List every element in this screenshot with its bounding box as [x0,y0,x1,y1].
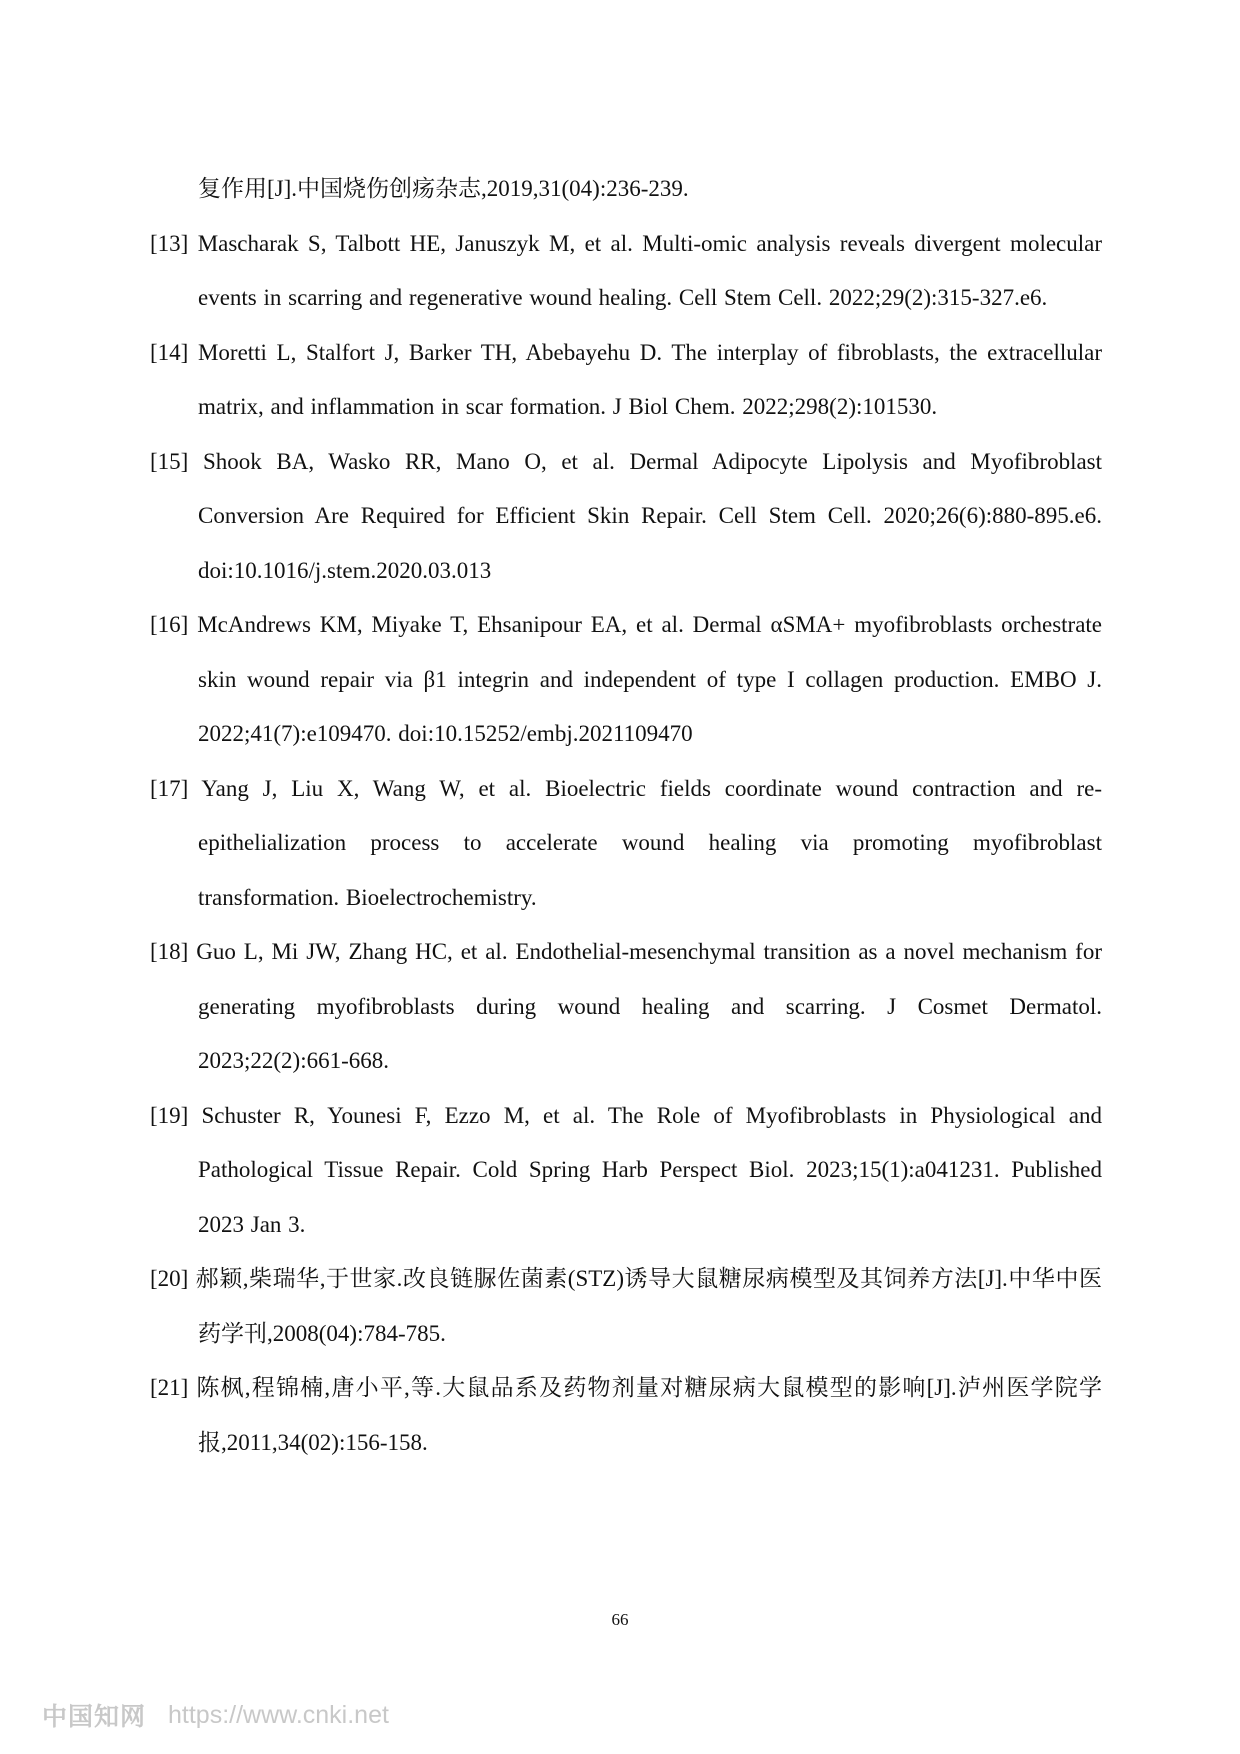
reference-text: Yang J, Liu X, Wang W, et al. Bioelectric fields coordinate wound contraction and re-epithelialization process to accelerate wound healing via promoting myofibroblast transformation. Bioelectrochemistry. [198,775,1102,910]
reference-number: [17] [150,775,189,801]
cnki-watermark [42,1697,389,1733]
reference-text: 陈枫,程锦楠,唐小平,等.大鼠品系及药物剂量对糖尿病大鼠模型的影响[J].泸州医学院学报,2011,34(02):156-158. [196,1375,1102,1455]
page-number: 66 [611,1610,629,1629]
reference-item [150,435,1102,599]
reference-number: [14] [150,339,189,365]
reference-text: McAndrews KM, Miyake T, Ehsanipour EA, et al. Dermal αSMA+ myofibroblasts orchestrate skin wound repair via β1 integrin and independent of type I collagen production. EMBO J. 2022;41(7):e109470. doi:10.15252/embj.2021109470 [197,612,1102,746]
reference-item [150,1089,1102,1253]
reference-number: [13] [150,230,189,256]
reference-text: Schuster R, Younesi F, Ezzo M, et al. The Role of Myofibroblasts in Physiological and Pathological Tissue Repair. Cold Spring Harb Perspect Biol. 2023;15(1):a041231. Published 2023 Jan 3. [198,1102,1102,1237]
reference-number: [19] [150,1102,189,1128]
reference-item [150,217,1102,326]
reference-item [150,925,1102,1089]
reference-text: Guo L, Mi JW, Zhang HC, et al. Endothelial-mesenchymal transition as a novel mechanism for generating myofibroblasts during wound healing and scarring. J Cosmet Dermatol. 2023;22(2):661-668. [196,939,1103,1073]
reference-text: Moretti L, Stalfort J, Barker TH, Abebayehu D. The interplay of fibroblasts, the extracellular matrix, and inflammation in scar formation. J Biol Chem. 2022;298(2):101530. [197,339,1102,419]
watermark-brand: 中国知网 [42,1702,147,1731]
reference-text: 郝颖,柴瑞华,于世家.改良链脲佐菌素(STZ)诱导大鼠糖尿病模型及其饲养方法[J].中华中医药学刊,2008(04):784-785. [195,1266,1103,1346]
reference-item [150,326,1102,435]
reference-list [150,162,1102,1470]
reference-number: [21] [150,1375,189,1400]
reference-number: [20] [150,1266,189,1291]
watermark-url: https://www.cnki.net [168,1700,389,1729]
reference-item [150,762,1102,926]
reference-item [150,162,1102,217]
reference-item [150,1361,1102,1470]
reference-text: Shook BA, Wasko RR, Mano O, et al. Dermal Adipocyte Lipolysis and Myofibroblast Conversion Are Required for Efficient Skin Repair. Cell Stem Cell. 2020;26(6):880-895.e6. doi:10.1016/j.stem.2020.03.013 [198,448,1103,583]
reference-text: Mascharak S, Talbott HE, Januszyk M, et al. Multi-omic analysis reveals divergent molecular events in scarring and regenerative wound healing. Cell Stem Cell. 2022;29(2):315-327.e6. [197,230,1103,310]
reference-number: [18] [150,939,189,964]
reference-item [150,1252,1102,1361]
reference-number: [16] [150,612,189,637]
reference-item [150,598,1102,762]
reference-text: 复作用[J].中国烧伤创疡杂志,2019,31(04):236-239. [198,176,689,201]
reference-number: [15] [150,448,189,474]
